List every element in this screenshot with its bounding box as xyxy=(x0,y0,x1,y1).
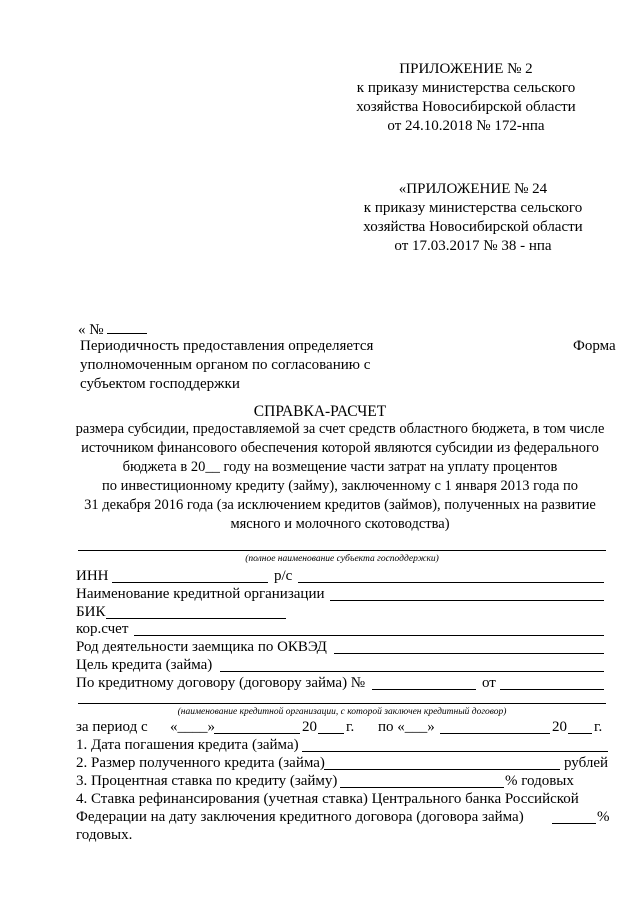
refinancing-rate-unit: % xyxy=(597,809,610,825)
contract-label: По кредитному договору (договору займа) № xyxy=(76,675,366,691)
periodicity-line1: Периодичность предоставления определяется xyxy=(80,338,374,354)
bank-name-field[interactable] xyxy=(330,600,604,601)
appendix-2-block xyxy=(340,60,592,136)
inn-field[interactable] xyxy=(112,582,268,583)
loan-amount-unit: рублей xyxy=(564,755,609,771)
contract-number-field[interactable] xyxy=(372,689,476,690)
bik-field[interactable] xyxy=(106,618,286,619)
subtitle-line2: источником финансового обеспечения которой являются субсидии из федерального xyxy=(81,440,599,456)
appendix-24-title: «ПРИЛОЖЕНИЕ № 24 xyxy=(398,181,548,197)
contract-date-field[interactable] xyxy=(500,689,604,690)
subtitle-line5: 31 декабря 2016 года (за исключением кредитов (займов), полученных на развитие xyxy=(84,497,596,513)
subtitle-line6: мясного и молочного скотоводства) xyxy=(230,516,450,532)
subtitle-line4: по инвестиционному кредиту (займу), заключенному с 1 января 2013 года по xyxy=(101,478,578,494)
interest-rate-field[interactable] xyxy=(340,787,504,788)
appendix-24-date: от 17.03.2017 № 38 - нпа xyxy=(394,238,552,254)
period-label: за период с xyxy=(76,719,148,735)
item-4-line1: 4. Ставка рефинансирования (учетная ставка) Центрального банка Российской xyxy=(76,791,579,807)
document-title: СПРАВКА-РАСЧЕТ xyxy=(253,403,387,420)
period-start-year-prefix: 20 xyxy=(302,719,317,735)
purpose-label: Цель кредита (займа) xyxy=(76,657,213,673)
period-end-year-suffix: г. xyxy=(594,719,603,735)
period-start-year-field[interactable] xyxy=(318,733,344,734)
appendix-2-date: от 24.10.2018 № 172-нпа xyxy=(387,118,545,134)
period-end-year-field[interactable] xyxy=(568,733,592,734)
appendix-2-line2: к приказу министерства сельского xyxy=(356,80,576,96)
repayment-date-field[interactable] xyxy=(302,751,608,752)
period-start-day[interactable]: «____» xyxy=(170,719,215,735)
rs-label: р/с xyxy=(274,568,293,584)
item-2-label: 2. Размер полученного кредита (займа) xyxy=(76,755,325,771)
subject-name-line[interactable] xyxy=(78,550,606,551)
kor-schet-label: кор.счет xyxy=(76,621,129,637)
period-end-month-field[interactable] xyxy=(440,733,550,734)
credit-org-caption: (наименование кредитной организации, с которой заключен кредитный договор) xyxy=(177,707,507,717)
subtitle-line3: бюджета в 20__ году на возмещение части затрат на уплату процентов xyxy=(122,459,558,475)
period-end-day[interactable]: по «___» xyxy=(378,719,435,735)
purpose-field[interactable] xyxy=(220,671,604,672)
rs-field[interactable] xyxy=(298,582,604,583)
item-4-line3: годовых. xyxy=(76,827,133,843)
contract-from-label: от xyxy=(482,675,496,691)
refinancing-rate-field[interactable] xyxy=(552,823,596,824)
kor-schet-field[interactable] xyxy=(134,635,604,636)
appendix-24-line2: к приказу министерства сельского xyxy=(363,200,583,216)
period-start-month-field[interactable] xyxy=(214,733,300,734)
periodicity-line2: уполномоченным органом по согласованию с xyxy=(80,357,371,373)
period-end-year-prefix: 20 xyxy=(552,719,567,735)
item-4-line2: Федерации на дату заключения кредитного договора (договора займа) xyxy=(76,809,524,825)
appendix-2-title: ПРИЛОЖЕНИЕ № 2 xyxy=(399,61,533,77)
inn-label: ИНН xyxy=(76,568,109,584)
okved-field[interactable] xyxy=(334,653,604,654)
periodicity-note xyxy=(80,337,373,394)
appendix-2-line3: хозяйства Новосибирской области xyxy=(356,99,576,115)
appendix-24-block xyxy=(347,180,599,256)
period-start-year-suffix: г. xyxy=(346,719,355,735)
item-3-label: 3. Процентная ставка по кредиту (займу) xyxy=(76,773,338,789)
subtitle-line1: размера субсидии, предоставляемой за счет средств областного бюджета, в том числе xyxy=(75,421,605,437)
credit-org-line[interactable] xyxy=(78,703,606,704)
item-1-label: 1. Дата погашения кредита (займа) xyxy=(76,737,299,753)
bik-label: БИК xyxy=(76,604,106,620)
loan-amount-field[interactable] xyxy=(324,769,560,770)
bank-name-label: Наименование кредитной организации xyxy=(76,586,325,602)
subject-name-caption: (полное наименование субъекта господдержки) xyxy=(245,554,439,564)
form-label: Форма xyxy=(573,338,616,354)
number-prefix: « № xyxy=(78,322,104,338)
document-subtitle xyxy=(0,420,640,534)
interest-rate-unit: % годовых xyxy=(505,773,574,789)
periodicity-line3: субъектом господдержки xyxy=(80,376,240,392)
appendix-24-line3: хозяйства Новосибирской области xyxy=(363,219,583,235)
okved-label: Род деятельности заемщика по ОКВЭД xyxy=(76,639,327,655)
number-blank xyxy=(107,320,147,334)
